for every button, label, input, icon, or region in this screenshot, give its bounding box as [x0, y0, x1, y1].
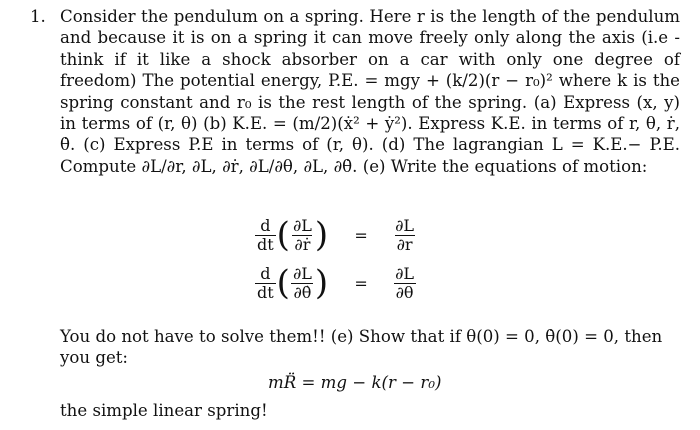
equation-angular	[255, 260, 416, 306]
equals-sign: =	[354, 225, 368, 245]
problem-text: Consider the pendulum on a spring. Here r is the length of the pendulum and because it is on a spring it can move freely only along the axis (i.e - think if it like a shock absorber on a car with only one degree of freedom) The potential energy, P.E. = mgy + (k/2)(r − r₀)² where k is the spring constant and r₀ is the rest length of the spring. (a) Express (x, y) in terms of (r, θ) (b) K.E. = (m/2)(ẋ² + ẏ²). Express K.E. in terms of r, θ, ṙ, θ̇. (c) Express P.E in terms of (r, θ). (d) The lagrangian L = K.E.− P.E. Compute ∂L/∂r, ∂L, ∂ṙ, ∂L/∂θ, ∂L, ∂θ̇. (e) Write the equations of motion:	[60, 7, 680, 176]
partial-fraction-lhs	[291, 217, 314, 254]
derivative-numerator: d	[260, 263, 271, 283]
partial-denominator: ∂θ̇	[293, 282, 312, 302]
problem-statement	[30, 6, 680, 177]
left-paren: (	[276, 263, 290, 303]
partial-fraction-lhs	[291, 265, 314, 302]
closing-remark: the simple linear spring!	[60, 401, 268, 420]
rhs-denominator: ∂θ	[395, 282, 414, 302]
left-paren: (	[276, 215, 290, 255]
problem-number: 1.	[30, 7, 46, 26]
rhs-numerator: ∂L	[395, 263, 415, 283]
derivative-numerator: d	[260, 215, 271, 235]
final-equation: mR̈ = mg − k(r − r₀)	[268, 373, 442, 392]
time-derivative-operator	[255, 217, 276, 254]
instruction-note: You do not have to solve them!! (e) Show that if θ(0) = 0, θ̇(0) = 0, then you get:	[60, 327, 663, 368]
partial-fraction-rhs	[393, 217, 416, 254]
right-paren: )	[314, 215, 329, 255]
rhs-denominator: ∂r	[396, 234, 413, 254]
equations-of-motion	[255, 212, 416, 306]
equals-sign: =	[354, 273, 368, 293]
partial-numerator: ∂L	[292, 215, 312, 235]
derivative-denominator: dt	[257, 282, 274, 302]
partial-numerator: ∂L	[292, 263, 312, 283]
rhs-numerator: ∂L	[395, 215, 415, 235]
equation-radial	[255, 212, 416, 258]
derivative-denominator: dt	[257, 234, 274, 254]
right-paren: )	[314, 263, 329, 303]
time-derivative-operator	[255, 265, 276, 302]
partial-denominator: ∂ṙ	[294, 234, 311, 254]
partial-fraction-rhs	[393, 265, 416, 302]
